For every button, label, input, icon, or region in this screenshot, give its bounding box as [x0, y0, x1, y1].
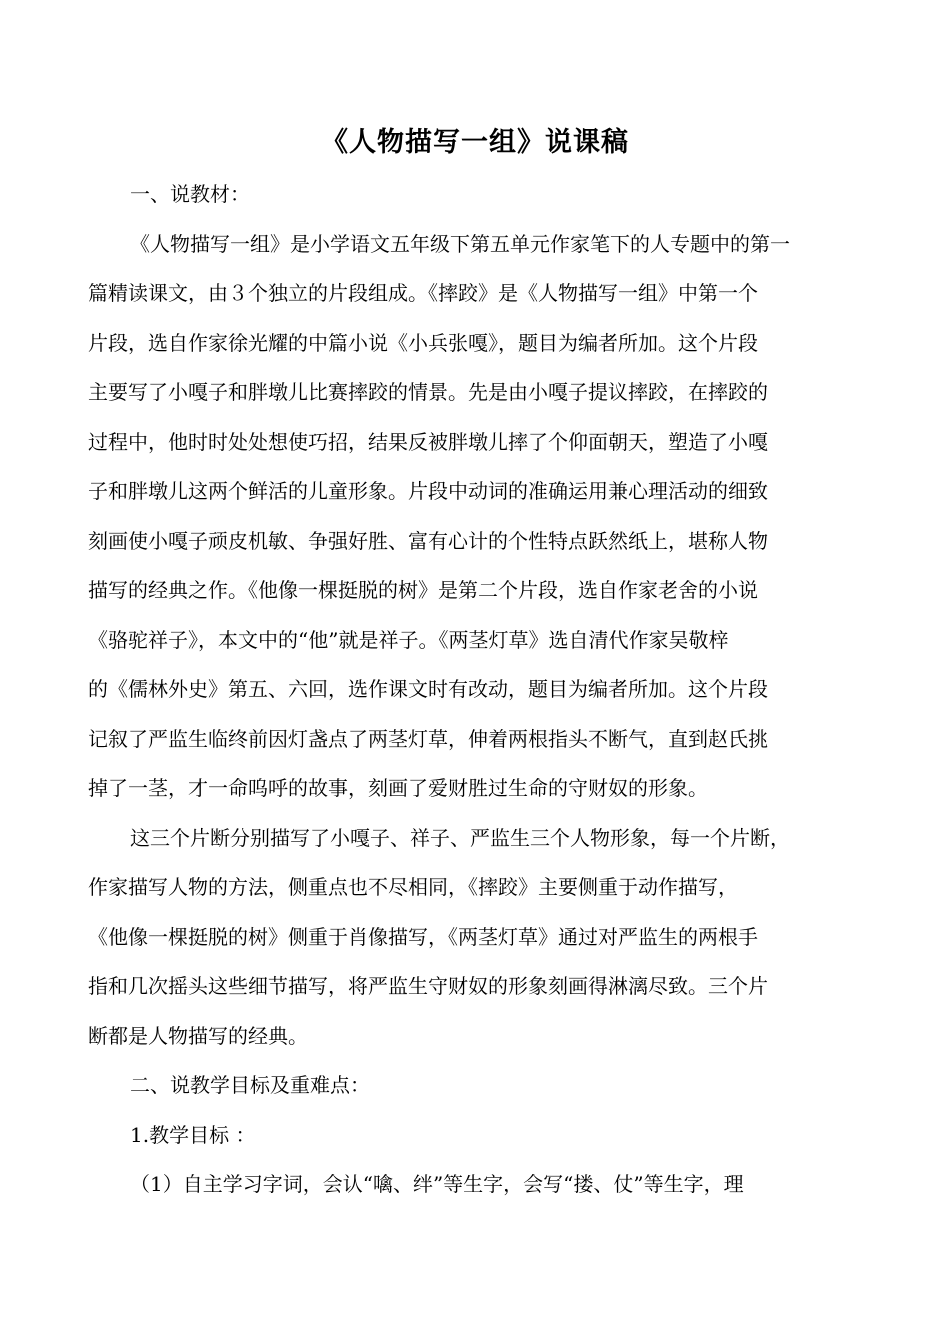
- paragraph-line: 子和胖墩儿这两个鲜活的儿童形象。片段中动词的准确运用兼心理活动的细致: [88, 479, 768, 503]
- paragraph-line: 掉了一茎，才一命呜呼的故事，刻画了爱财胜过生命的守财奴的形象。: [88, 776, 708, 800]
- section-heading-objectives: 二、说教学目标及重难点：: [130, 1073, 370, 1097]
- paragraph-line: 刻画使小嘎子顽皮机敏、争强好胜、富有心计的个性特点跃然纸上，堪称人物: [88, 528, 768, 553]
- document-body: [88, 170, 858, 1210]
- paragraph-line: 记叙了严监生临终前因灯盏点了两茎灯草，伸着两根指头不断气，直到赵氏挑: [88, 726, 768, 751]
- paragraph-line: 的《儒林外史》第五、六回，选作课文时有改动，题目为编者所加。这个片段: [88, 677, 768, 701]
- paragraph-line: 《他像一棵挺脱的树》侧重于肖像描写，《两茎灯草》通过对严监生的两根手: [88, 924, 758, 949]
- paragraph-line: 主要写了小嘎子和胖墩儿比赛摔跤的情景。先是由小嘎子提议摔跤，在摔跤的: [88, 380, 768, 404]
- paragraph-line: 作家描写人物的方法，侧重点也不尽相同，《摔跤》主要侧重于动作描写，: [88, 875, 738, 899]
- paragraph-line: 《人物描写一组》是小学语文五年级下第五单元作家笔下的人专题中的第一: [130, 231, 790, 256]
- paragraph-line: 描写的经典之作。《他像一棵挺脱的树》是第二个片段，选自作家老舍的小说: [88, 578, 758, 602]
- document-title: 《人物描写一组》说课稿: [321, 127, 629, 158]
- paragraph-line: 片段，选自作家徐光耀的中篇小说《小兵张嘎》，题目为编者所加。这个片段: [88, 330, 758, 355]
- paragraph-line: 《骆驼祥子》，本文中的“他”就是祥子。《两茎灯草》选自清代作家吴敬梓: [88, 627, 729, 652]
- subheading-teaching-goals: 1.教学目标 ：: [130, 1122, 256, 1147]
- paragraph-line: 指和几次摇头这些细节描写，将严监生守财奴的形象刻画得淋漓尽致。三个片: [88, 974, 768, 998]
- paragraph-line: 篇精读课文，由３个独立的片段组成。《摔跤》是《人物描写一组》中第一个: [88, 281, 758, 305]
- paragraph-line: 过程中，他时时处处想使巧招，结果反被胖墩儿摔了个仰面朝天，塑造了小嘎: [88, 429, 768, 454]
- paragraph-line: 断都是人物描写的经典。: [88, 1023, 308, 1048]
- paragraph-line: 这三个片断分别描写了小嘎子、祥子、严监生三个人物形象，每一个片断，: [130, 825, 790, 850]
- section-heading-textbook: 一、说教材：: [130, 182, 250, 206]
- list-item-line: （1）自主学习字词，会认“噙、绊”等生字，会写“搂、仗”等生字，理: [130, 1172, 744, 1196]
